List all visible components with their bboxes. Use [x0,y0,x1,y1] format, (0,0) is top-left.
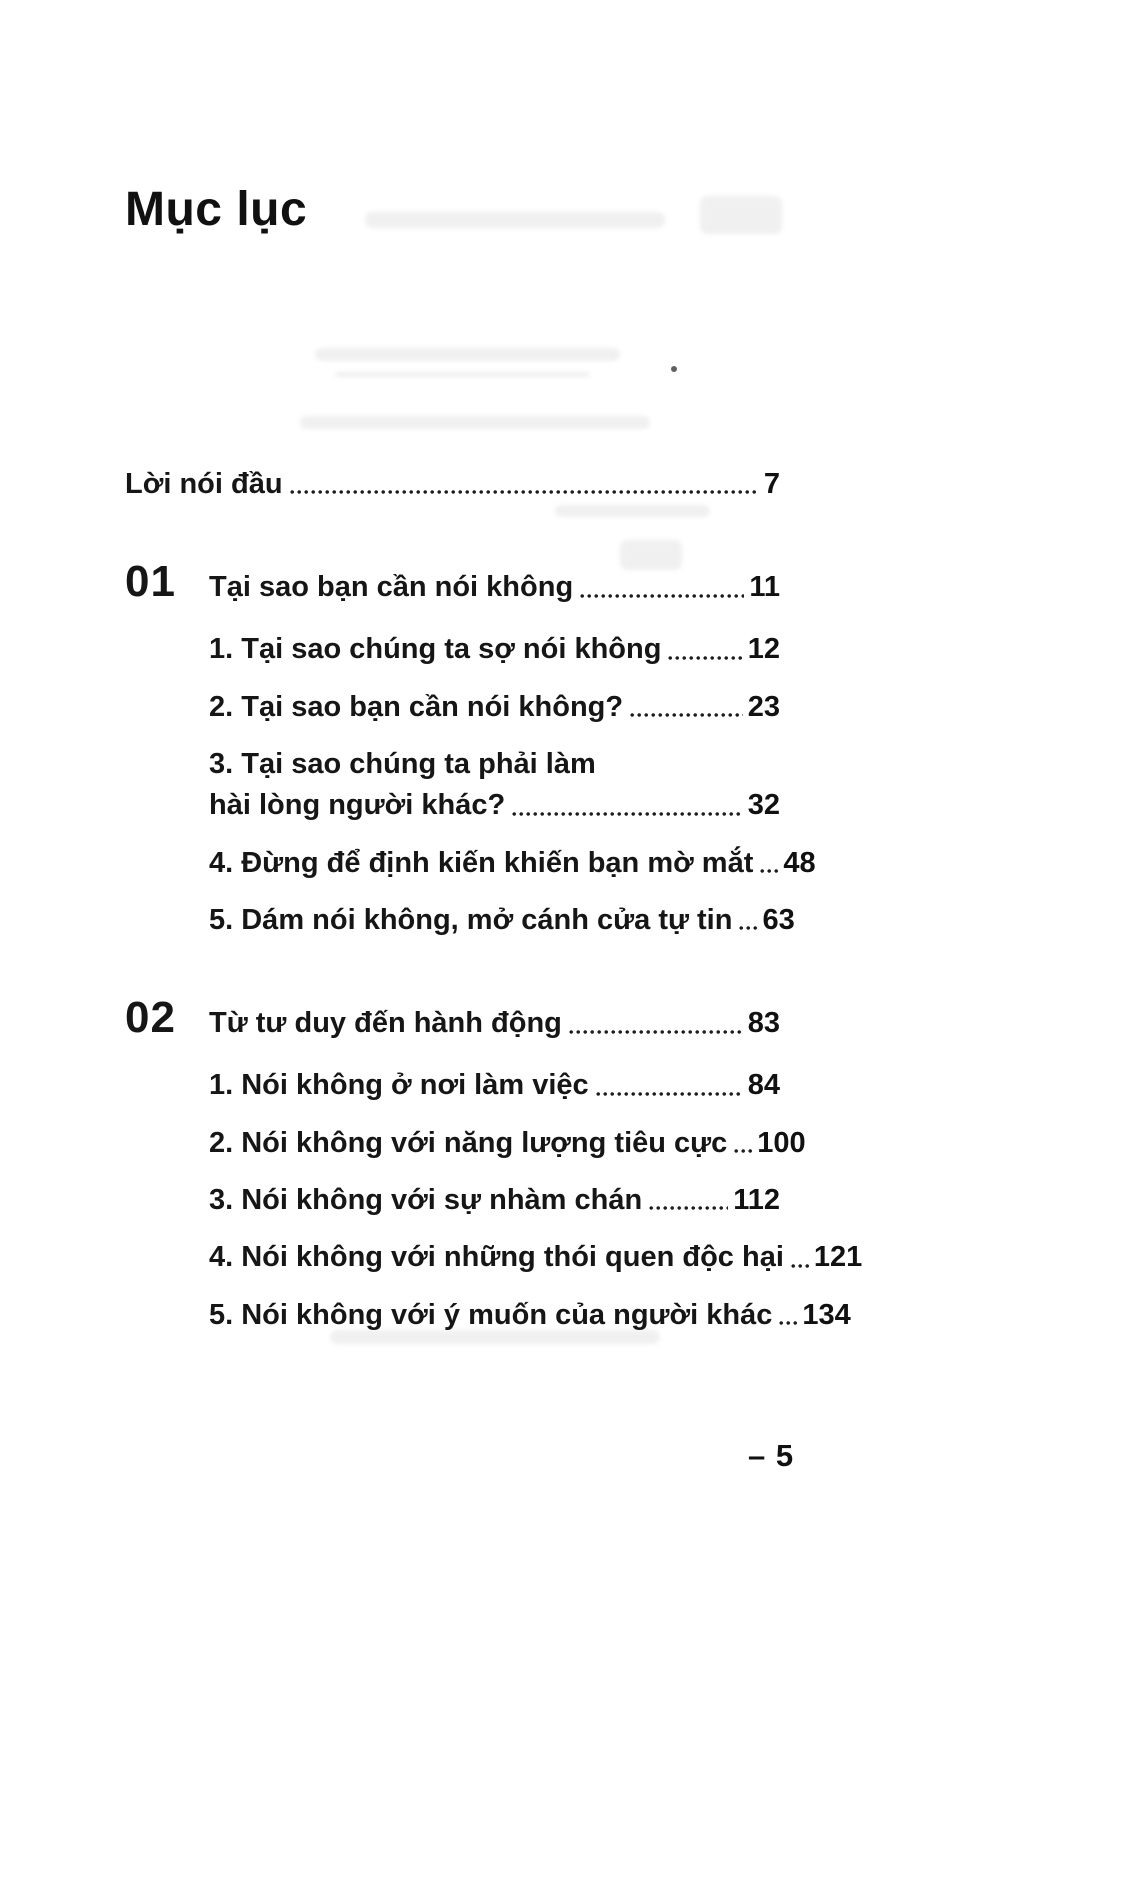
leader-dots [760,868,778,874]
leader-dots [580,593,744,599]
toc-item-label: 4. Nói không với những thói quen độc hại [209,1241,784,1274]
toc-entry-label: Lời nói đầu [125,468,283,500]
leader-dots [596,1091,743,1097]
section-items [209,633,816,937]
toc-item [209,1184,780,1217]
leader-dots [569,1029,743,1035]
bleed-through-artifact [365,212,665,228]
toc-item [209,846,816,880]
section-number: 02 [125,993,176,1043]
section-page: 83 [747,1007,780,1040]
toc-item-page: 112 [733,1184,780,1217]
section-title-row [209,1007,780,1040]
toc-item-page: 100 [757,1126,806,1159]
toc-item [209,1241,863,1274]
toc-item-page: 23 [747,690,780,723]
section-header [125,557,780,607]
toc-item-page: 32 [747,789,780,822]
toc-item [209,1069,780,1102]
toc-item [209,1126,806,1160]
toc-item-label: 1. Nói không ở nơi làm việc [209,1069,589,1102]
toc-item [209,633,780,666]
toc-item-label: 2. Nói không với năng lượng tiêu cực [209,1126,728,1159]
leader-dots [734,1148,752,1154]
bleed-through-artifact [300,416,650,429]
scan-speck [671,366,677,372]
toc-item-page: 121 [813,1241,863,1274]
page-title: Mục lục [125,183,308,236]
bleed-through-artifact [700,196,782,234]
bleed-through-artifact [315,348,620,361]
toc-item [209,691,780,724]
leader-dots [649,1205,728,1211]
toc-item-page: 134 [802,1298,851,1331]
toc-item-label: 4. Đừng để định kiến khiến bạn mờ mắt [209,846,754,879]
toc-item-label: 3. Nói không với sự nhàm chán [209,1184,643,1217]
section-title: Tại sao bạn cần nói không [209,571,574,604]
leader-dots [668,655,742,661]
toc-entry-preface [125,468,780,501]
section-title: Từ tư duy đến hành động [209,1007,562,1040]
leader-dots [630,712,743,718]
toc-item [209,1298,851,1332]
leader-dots [290,489,759,495]
toc-item-page: 12 [747,633,780,666]
toc-section-01 [125,557,816,937]
section-items [209,1069,863,1332]
toc-item [209,748,780,823]
leader-dots [739,925,757,931]
section-number: 01 [125,557,176,607]
toc-item-label: 5. Dám nói không, mở cánh cửa tự tin [209,904,733,937]
section-title-row [209,571,780,604]
toc-item-label: 5. Nói không với ý muốn của người khác [209,1298,773,1331]
toc-entry-page: 7 [763,468,780,500]
toc-item-label: 1. Tại sao chúng ta sợ nói không [209,633,662,666]
toc-item-page: 48 [783,846,816,879]
leader-dots [791,1263,809,1269]
toc-section-02 [125,993,863,1332]
toc-item-label-line1: 3. Tại sao chúng ta phải làm [209,748,596,781]
leader-dots [779,1320,797,1326]
section-header [125,993,780,1043]
toc-item-label-line2: hài lòng người khác? [209,789,506,822]
bleed-through-artifact [335,372,590,377]
toc-item-page: 84 [747,1069,780,1102]
toc-item-label: 2. Tại sao bạn cần nói không? [209,690,624,723]
leader-dots [512,811,743,817]
section-page: 11 [749,571,780,604]
footer-page-number: – 5 [748,1438,795,1473]
table-of-contents [125,468,863,1356]
toc-item-page: 63 [762,904,795,937]
toc-item [209,904,795,937]
